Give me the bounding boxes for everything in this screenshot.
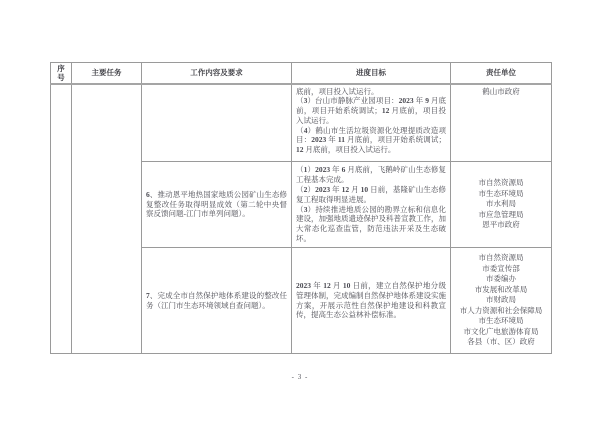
responsible-unit-cell: 市自然资源局 市生态环境局 市水利局 市应急管理局 恩平市政府	[451, 162, 552, 248]
col-header-main-task: 主要任务	[72, 63, 142, 84]
responsible-unit-cell: 鹤山市政府	[451, 84, 552, 162]
page-number: - 3 -	[291, 373, 309, 381]
col-header-responsible-unit: 责任单位	[451, 63, 552, 84]
col-header-progress-goal: 进度目标	[292, 63, 451, 84]
task-table	[50, 62, 552, 354]
serial-cell	[51, 84, 72, 354]
col-header-work-content: 工作内容及要求	[142, 63, 292, 84]
col-header-serial: 序号	[51, 63, 72, 84]
work-content-cell: 7、完成全市自然保护地体系建设的整改任务（江门市生态环境领域自查问题）。	[142, 248, 292, 354]
progress-goal-cell: 2023 年 12 月 10 日前，建立自然保护地分级管理体制，完成编制自然保护地体系建设实施方案，开展示范性自然保护地建设和科教宣传，提高生态公益林补偿标准。	[292, 248, 451, 354]
work-content-cell	[142, 84, 292, 162]
table-row-continuation	[51, 84, 552, 162]
main-task-cell	[72, 84, 142, 354]
work-content-cell: 6、推动恩平地热国家地质公园矿山生态修复整改任务取得明显成效（第二轮中央督察反馈问题-江门市单列问题）。	[142, 162, 292, 248]
responsible-unit-cell: 市自然资源局 市委宣传部 市委编办 市发展和改革局 市财政局 市人力资源和社会保障局 市生态环境局 市文化广电旅游体育局 各县（市、区）政府	[451, 248, 552, 354]
progress-goal-cell: 底前，项目投入试运行。 （3）台山市静脉产业园项目：2023 年 9 月底前，项目开始系统调试；12 月底前，项目投入试运行。 （4）鹤山市生活垃圾资源化处理提质改造项目：2023 年 11 月底前，项目开始系统调试；12 月底前，项目投入试运行。	[292, 84, 451, 162]
progress-goal-cell: （1）2023 年 6 月底前，飞鹅岭矿山生态修复工程基本完成。 （2）2023 年 12 月 10 日前，基隆矿山生态修复工程取得明显进展。 （3）持续推进地质公园的勘界立标和信息化建设，加强地质遗迹保护及科普宣教工作，加大常态化巡查监管，防范违法开采及生态破坏。	[292, 162, 451, 248]
table-header-row	[51, 63, 552, 84]
